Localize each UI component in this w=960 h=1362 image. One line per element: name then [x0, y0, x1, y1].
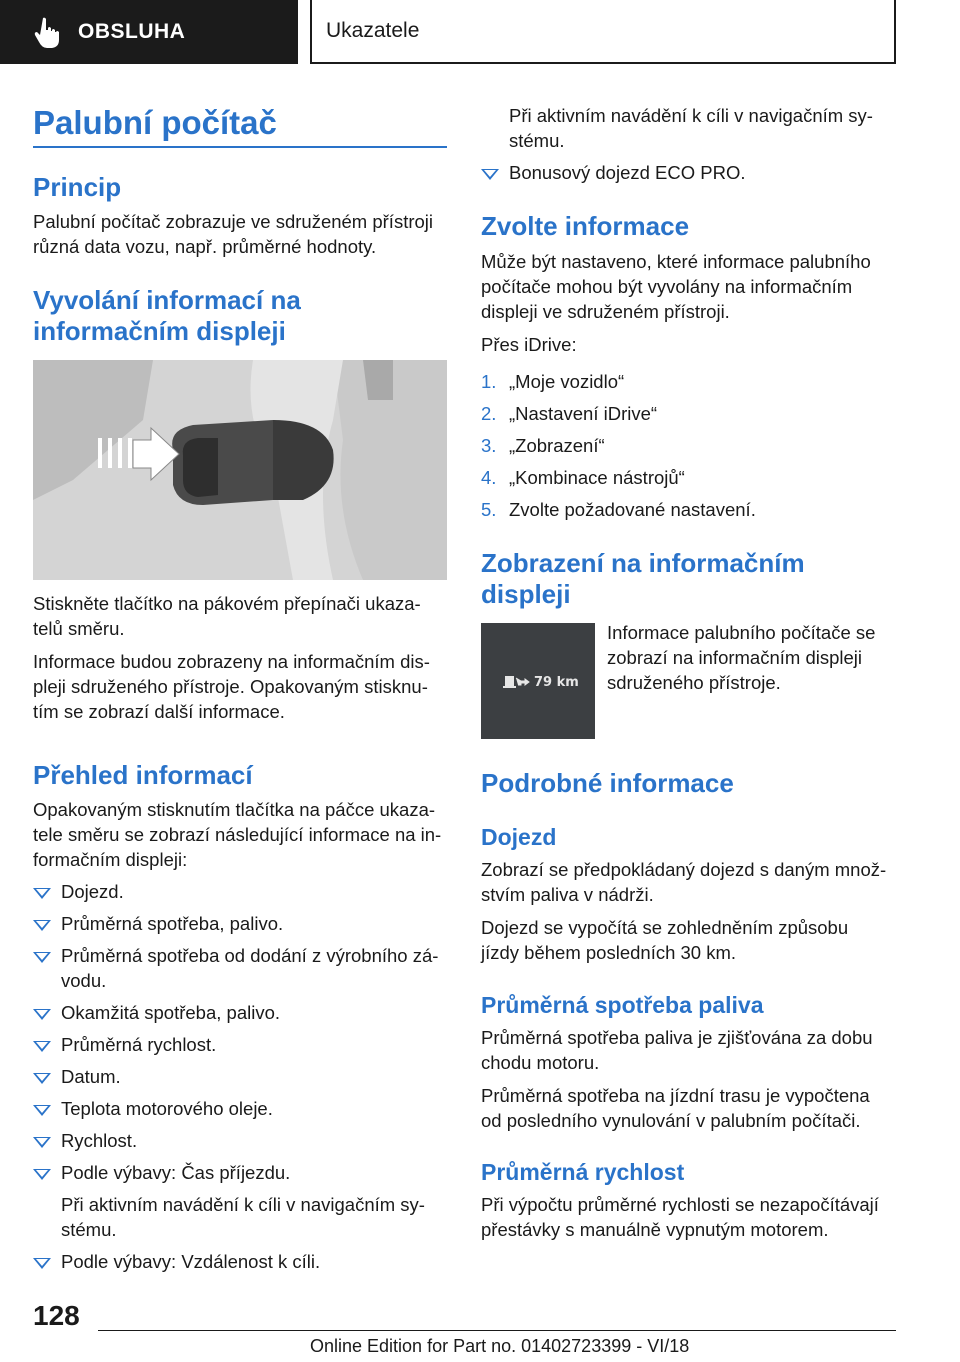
triangle-bullet-icon [33, 1169, 51, 1180]
title-rule [33, 146, 447, 148]
step-item: 4. „Kombinace nástrojů“ [481, 467, 685, 488]
header-section-tab [0, 0, 298, 64]
heading-spotreba: Průměrná spotřeba paliva [481, 992, 764, 1018]
dojezd-p1-1: Zobrazí se předpokládaný dojezd s daným množ- [481, 859, 887, 880]
instrument-display-image [481, 623, 595, 739]
vyvolani-caption-1: Stiskněte tlačítko na pákovém přepínači ukaza- [33, 593, 421, 614]
spotreba-p1-1: Průměrná spotřeba paliva je zjišťována za dobu [481, 1027, 873, 1048]
triangle-bullet-icon [33, 952, 51, 963]
step-item: 2. „Nastavení iDrive“ [481, 403, 658, 424]
list-item: Rychlost. [33, 1129, 137, 1154]
dojezd-p2-2: jízdy během posledních 30 km. [481, 942, 737, 963]
vyvolani-text-2: pleji sdruženého přístroje. Opakovaným stisknu- [33, 676, 428, 697]
step-item: 5. Zvolte požadované nastavení. [481, 499, 756, 520]
heading-rychlost: Průměrná rychlost [481, 1159, 685, 1185]
dojezd-p1-2: stvím paliva v nádrži. [481, 884, 654, 905]
zvolte-via: Přes iDrive: [481, 334, 577, 355]
fuel-range-icon [503, 676, 529, 688]
arrival-note-2: stému. [61, 1219, 117, 1240]
turn-signal-lever-photo [33, 360, 447, 580]
list-item: Okamžitá spotřeba, palivo. [33, 1001, 280, 1026]
prehled-intro-1: Opakovaným stisknutím tlačítka na páčce ukaza- [33, 799, 436, 820]
princip-line-1: Palubní počítač zobrazuje ve sdruženém přístroji [33, 211, 434, 232]
heading-princip: Princip [33, 172, 122, 202]
header-chapter-tab [310, 0, 896, 64]
spotreba-p2-2: od posledního vynulování v palubním počítači. [481, 1110, 861, 1131]
list-item: Teplota motorového oleje. [33, 1097, 273, 1122]
heading-zvolte: Zvolte informace [481, 211, 690, 241]
list-item: Průměrná spotřeba od dodání z výrobního zá- [33, 944, 438, 969]
prehled-intro-3: formačním displeji: [33, 849, 188, 870]
spotreba-p2-1: Průměrná spotřeba na jízdní trasu je vypočtena [481, 1085, 870, 1106]
princip-line-2: různá data vozu, např. průměrné hodnoty. [33, 236, 377, 257]
triangle-bullet-icon [33, 1073, 51, 1084]
triangle-bullet-icon [33, 1041, 51, 1052]
step-item: 3. „Zobrazení“ [481, 435, 605, 456]
vyvolani-text-1: Informace budou zobrazeny na informačním dis- [33, 651, 430, 672]
zobrazeni-text-2: zobrazí na informačním displeji [607, 647, 862, 668]
triangle-bullet-icon [33, 1258, 51, 1269]
list-item: Dojezd. [33, 880, 124, 905]
footer-rule [98, 1330, 896, 1331]
step-item: 1. „Moje vozidlo“ [481, 371, 625, 392]
list-item: Podle výbavy: Vzdálenost k cíli. [33, 1250, 320, 1275]
hand-pointer-icon [30, 15, 64, 49]
heading-dojezd: Dojezd [481, 824, 557, 850]
zvolte-text-3: displeji ve sdruženém přístroji. [481, 301, 730, 322]
list-item-continuation: vodu. [61, 970, 107, 991]
triangle-bullet-icon [33, 1105, 51, 1116]
heading-vyvolani-2: informačním displeji [33, 316, 286, 346]
heading-prehled: Přehled informací [33, 760, 253, 790]
triangle-bullet-icon [33, 1009, 51, 1020]
zobrazeni-text-3: sdruženého přístroje. [607, 672, 781, 693]
page-number: 128 [33, 1300, 80, 1331]
distance-note-1: Při aktivním navádění k cíli v navigačním sy- [509, 105, 873, 126]
heading-vyvolani-1: Vyvolání informací na [33, 285, 301, 315]
rychlost-p1-1: Při výpočtu průměrné rychlosti se nezapočítávají [481, 1194, 879, 1215]
triangle-bullet-icon [33, 920, 51, 931]
section-title: OBSLUHA [78, 20, 186, 43]
triangle-bullet-icon [481, 169, 499, 180]
page-title: Palubní počítač [33, 104, 277, 141]
display-range-value: 79 km [534, 675, 579, 690]
triangle-bullet-icon [33, 888, 51, 899]
zvolte-text-2: počítače mohou být vyvolány na informačním [481, 276, 853, 297]
edition-text: Online Edition for Part no. 01402723399 - VI/18 [310, 1336, 690, 1356]
prehled-intro-2: tele směru se zobrazí následující informace na in- [33, 824, 442, 845]
list-item: Průměrná rychlost. [33, 1033, 216, 1058]
heading-zobrazeni-1: Zobrazení na informačním [481, 548, 805, 578]
zvolte-text-1: Může být nastaveno, které informace palubního [481, 251, 871, 272]
triangle-bullet-icon [33, 1137, 51, 1148]
arrival-note-1: Při aktivním navádění k cíli v navigačním sy- [61, 1194, 425, 1215]
distance-note-2: stému. [509, 130, 565, 151]
dojezd-p2-1: Dojezd se vypočítá se zohledněním způsobu [481, 917, 849, 938]
list-item: Bonusový dojezd ECO PRO. [481, 161, 746, 186]
lever-illustration [33, 360, 447, 580]
list-item: Průměrná spotřeba, palivo. [33, 912, 283, 937]
spotreba-p1-2: chodu motoru. [481, 1052, 600, 1073]
list-item: Podle výbavy: Čas příjezdu. [33, 1161, 290, 1186]
zobrazeni-text-1: Informace palubního počítače se [607, 622, 876, 643]
rychlost-p1-2: přestávky s manuálně vypnutým motorem. [481, 1219, 829, 1240]
list-item: Datum. [33, 1065, 121, 1090]
vyvolani-text-3: tím se zobrazí další informace. [33, 701, 285, 722]
heading-zobrazeni-2: displeji [481, 579, 571, 609]
chapter-title: Ukazatele [326, 19, 420, 42]
vyvolani-caption-2: telů směru. [33, 618, 125, 639]
heading-podrobne: Podrobné informace [481, 768, 734, 798]
